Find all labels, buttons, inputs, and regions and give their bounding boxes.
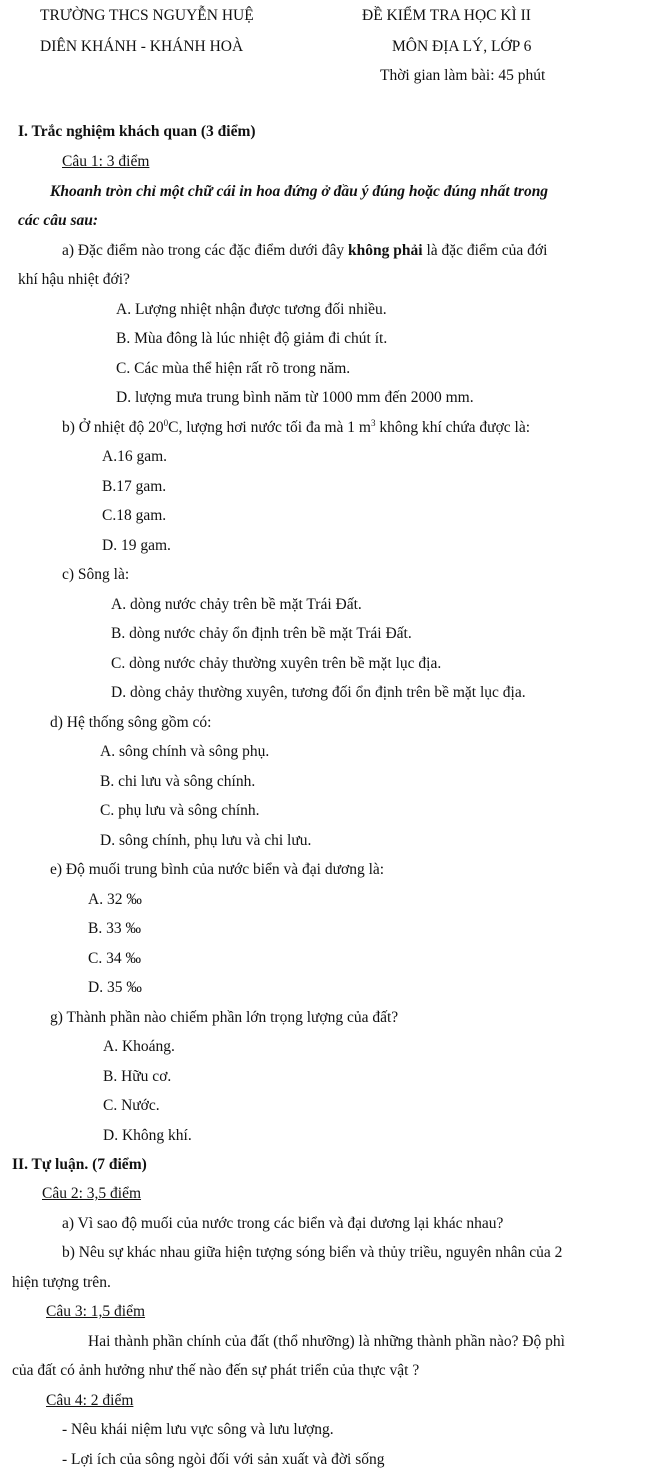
option-e-C[interactable]: C. 34 ‰	[88, 950, 141, 967]
option-b-B[interactable]: B.17 gam.	[102, 478, 167, 495]
question-2-title: Câu 2: 3,5 điểm	[42, 1185, 142, 1202]
option-c-D[interactable]: D. dòng chảy thường xuyên, tương đối ổn định trên bề mặt lục địa.	[111, 684, 526, 701]
question-4-line-1: - Nêu khái niệm lưu vực sông và lưu lượng.	[62, 1421, 334, 1438]
question-c-stem: c) Sông là:	[62, 566, 130, 583]
option-c-C[interactable]: C. dòng nước chảy thường xuyên trên bề mặt lục địa.	[111, 655, 442, 672]
question-1-title: Câu 1: 3 điểm	[62, 153, 150, 170]
question-3-line-1: Hai thành phần chính của đất (thổ nhưỡng) là những thành phần nào? Độ phì	[88, 1333, 565, 1350]
instruction-line-2: các câu sau:	[18, 212, 99, 229]
question-a-stem: a) Đặc điểm nào trong các đặc điểm dưới đây không phải là đặc điểm của đới	[62, 242, 548, 259]
part1-heading: I. Trắc nghiệm khách quan (3 điểm)	[18, 123, 256, 140]
question-2b-line-2: hiện tượng trên.	[12, 1274, 111, 1291]
option-b-D[interactable]: D. 19 gam.	[102, 537, 171, 554]
option-e-D[interactable]: D. 35 ‰	[88, 979, 142, 996]
question-2b-line-1: b) Nêu sự khác nhau giữa hiện tượng sóng biển và thủy triều, nguyên nhân của 2	[62, 1244, 563, 1261]
option-d-B[interactable]: B. chi lưu và sông chính.	[100, 773, 256, 790]
option-b-C[interactable]: C.18 gam.	[102, 507, 167, 524]
option-d-C[interactable]: C. phụ lưu và sông chính.	[100, 802, 260, 819]
option-g-A[interactable]: A. Khoáng.	[103, 1038, 175, 1055]
exam-title: ĐỀ KIỂM TRA HỌC KÌ II	[362, 7, 531, 24]
option-a-A[interactable]: A. Lượng nhiệt nhận được tương đối nhiều.	[116, 301, 387, 318]
emphasis-not: không phải	[348, 242, 423, 259]
question-b-stem: b) Ở nhiệt độ $20^0C$, lượng hơi nước tối đa mà 1 $m^3$ không khí chứa được là:	[62, 418, 531, 436]
question-4-line-2: - Lợi ích của sông ngòi đối với sản xuất và đời sống	[62, 1451, 385, 1468]
option-e-A[interactable]: A. 32 ‰	[88, 891, 142, 908]
option-g-C[interactable]: C. Nước.	[103, 1097, 160, 1114]
question-g-stem: g) Thành phần nào chiếm phần lớn trọng lượng của đất?	[50, 1009, 399, 1026]
part2-heading: II. Tự luận. (7 điểm)	[12, 1156, 147, 1173]
option-c-A[interactable]: A. dòng nước chảy trên bề mặt Trái Đất.	[111, 596, 362, 613]
question-a-stem-cont: khí hậu nhiệt đới?	[18, 271, 130, 288]
option-a-B[interactable]: B. Mùa đông là lúc nhiệt độ giảm đi chút ít.	[116, 330, 388, 347]
school-location: DIÊN KHÁNH - KHÁNH HOÀ	[40, 38, 244, 55]
exam-subject: MÔN ĐỊA LÝ, LỚP 6	[392, 38, 532, 55]
option-g-B[interactable]: B. Hữu cơ.	[103, 1068, 172, 1085]
question-e-stem: e) Độ muối trung bình của nước biển và đại dương là:	[50, 861, 385, 878]
option-e-B[interactable]: B. 33 ‰	[88, 920, 141, 937]
question-3-line-2: của đất có ảnh hưởng như thế nào đến sự phát triển của thực vật ?	[12, 1362, 420, 1379]
option-d-D[interactable]: D. sông chính, phụ lưu và chi lưu.	[100, 832, 312, 849]
question-2a: a) Vì sao độ muối của nước trong các biển và đại dương lại khác nhau?	[62, 1215, 504, 1232]
instruction-line-1: Khoanh tròn chỉ một chữ cái in hoa đứng ở đầu ý đúng hoặc đúng nhất trong	[50, 183, 549, 200]
exam-duration: Thời gian làm bài: 45 phút	[380, 67, 546, 84]
question-3-title: Câu 3: 1,5 điểm	[46, 1303, 146, 1320]
school-name: TRƯỜNG THCS NGUYỄN HUỆ	[40, 7, 254, 24]
option-a-D[interactable]: D. lượng mưa trung bình năm từ 1000 mm đến 2000 mm.	[116, 389, 474, 406]
option-d-A[interactable]: A. sông chính và sông phụ.	[100, 743, 270, 760]
option-c-B[interactable]: B. dòng nước chảy ổn định trên bề mặt Trái Đất.	[111, 625, 412, 642]
option-a-C[interactable]: C. Các mùa thể hiện rất rõ trong năm.	[116, 360, 351, 377]
option-b-A[interactable]: A.16 gam.	[102, 448, 168, 465]
question-d-stem: d) Hệ thống sông gồm có:	[50, 714, 212, 731]
option-g-D[interactable]: D. Không khí.	[103, 1127, 192, 1144]
question-4-title: Câu 4: 2 điểm	[46, 1392, 134, 1409]
